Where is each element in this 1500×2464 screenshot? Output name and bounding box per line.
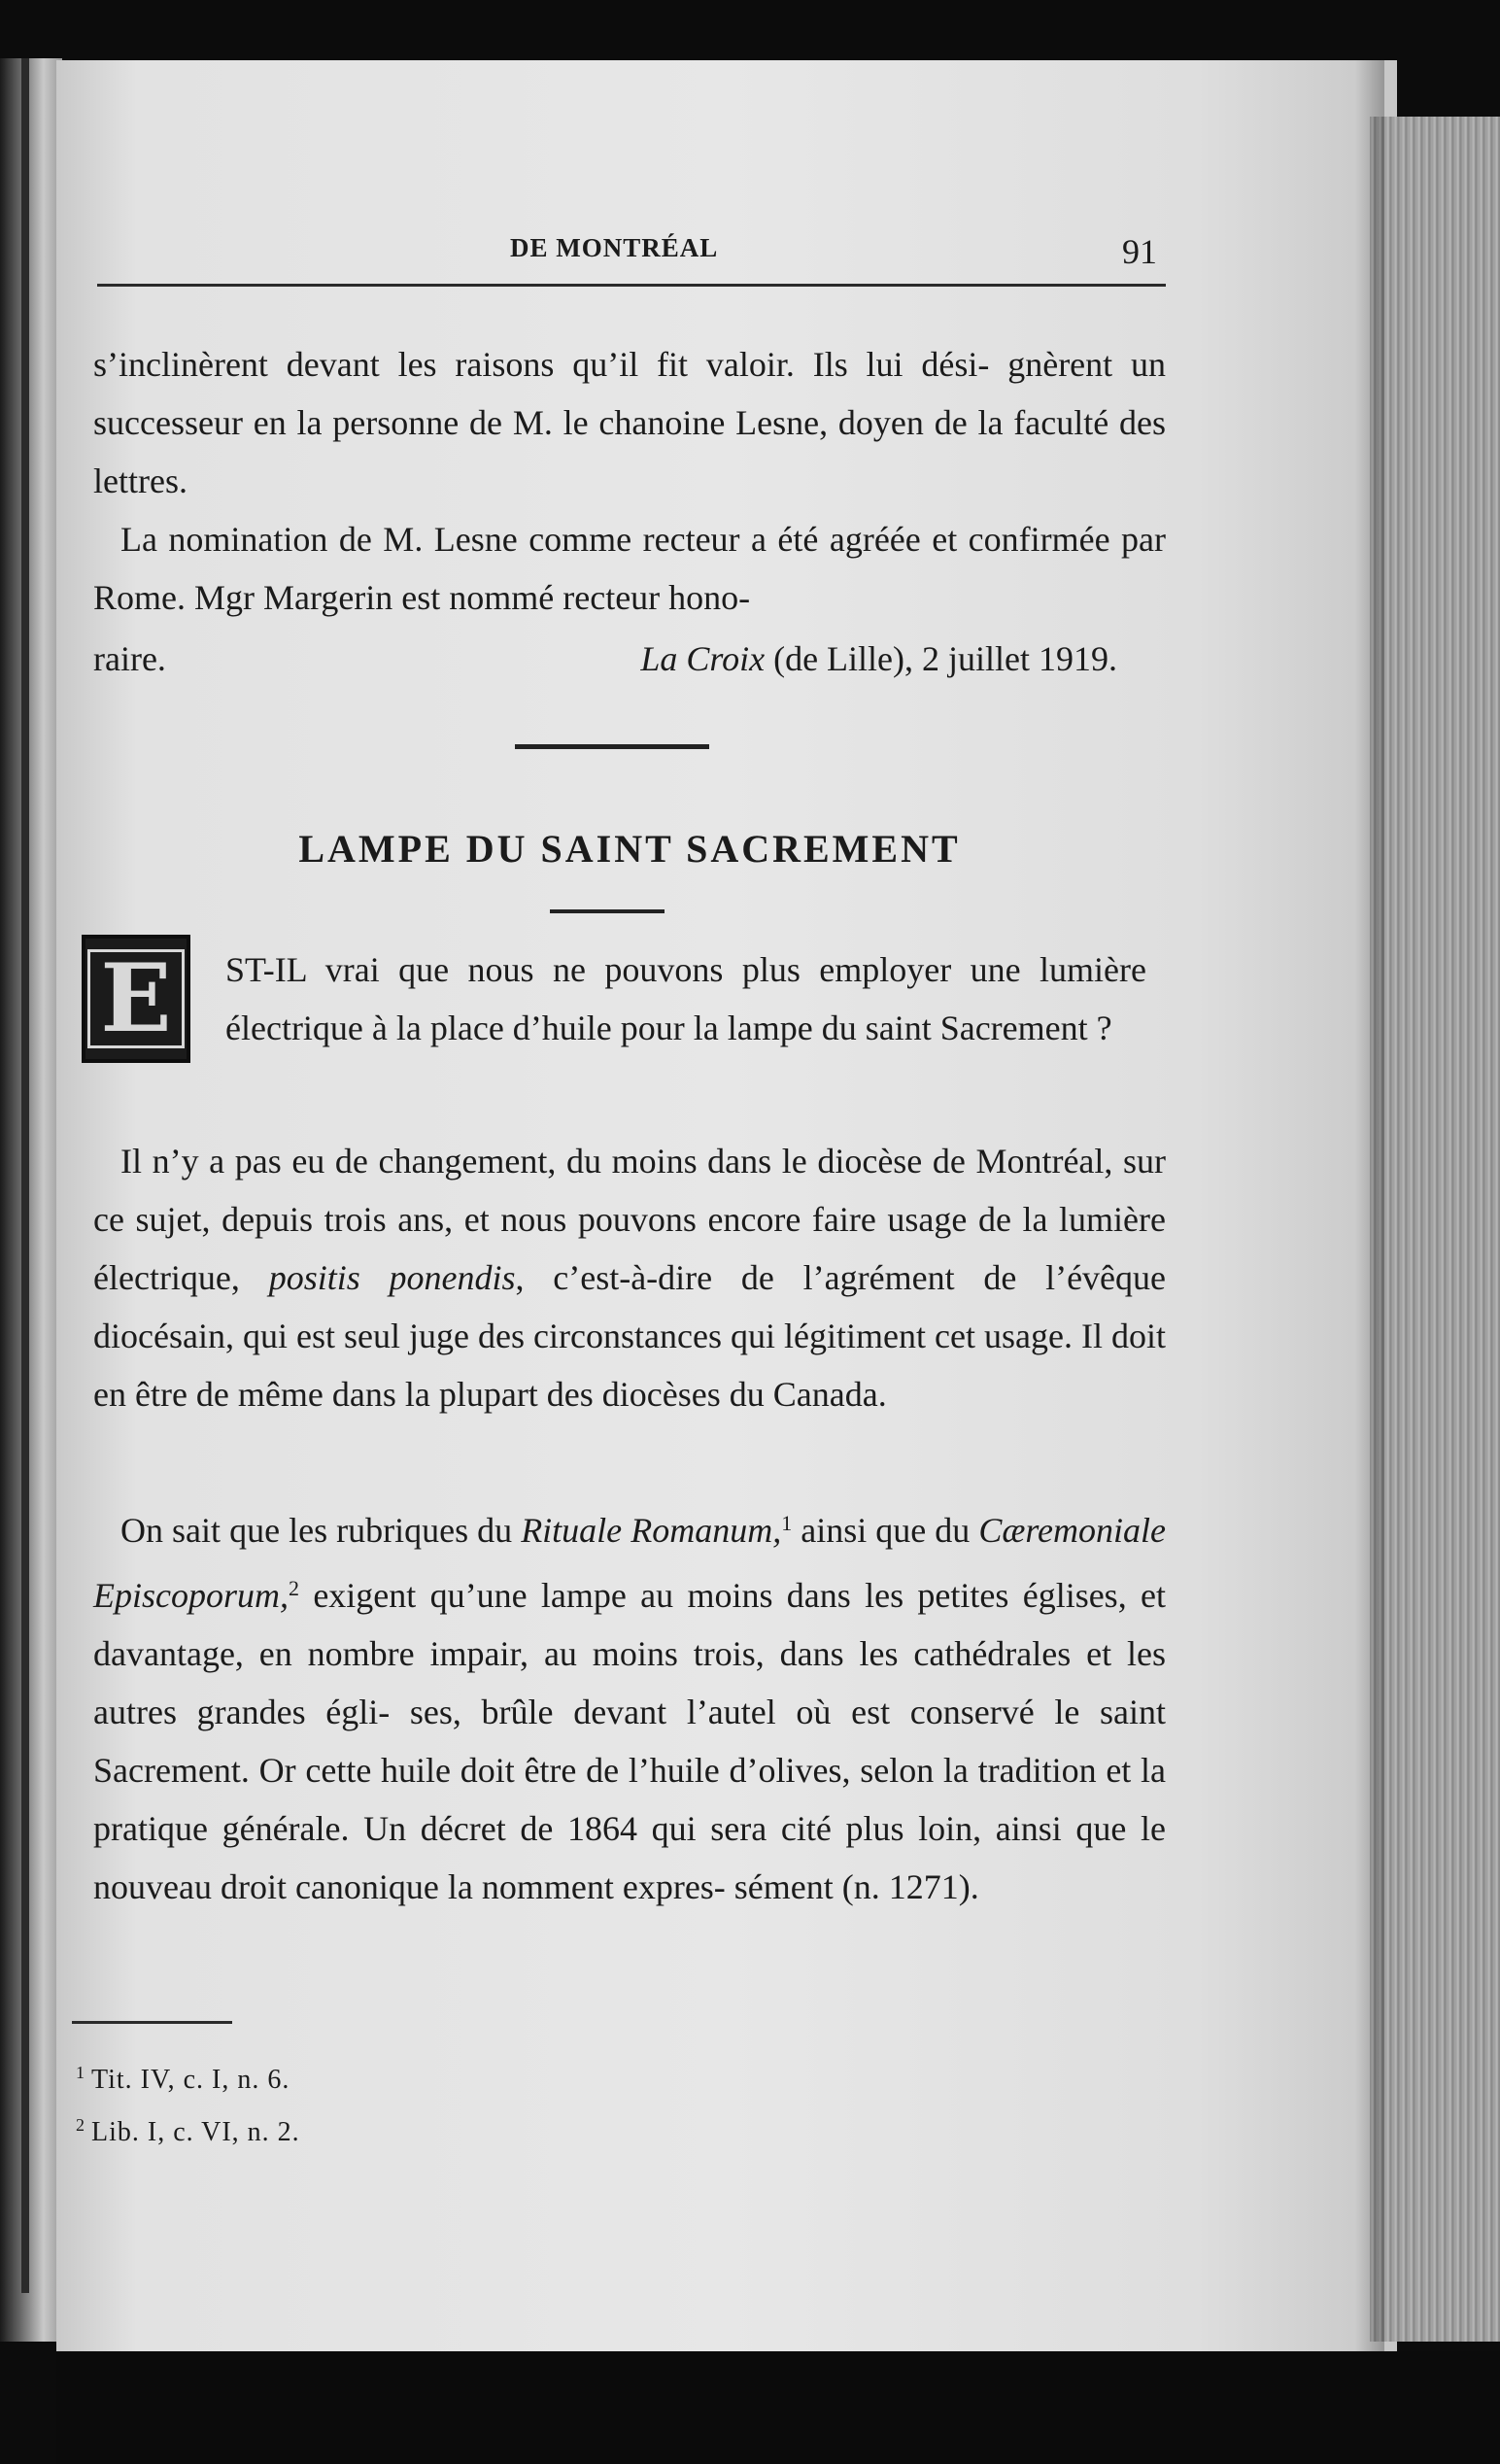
paragraph-2-tail: raire. — [93, 639, 166, 678]
paragraph-4-italic: positis ponendis — [268, 1258, 516, 1297]
paragraph-5-italic-1: Rituale Romanum, — [521, 1511, 782, 1550]
page-number: 91 — [1122, 232, 1157, 271]
citation-source: La Croix — [640, 639, 766, 678]
dropcap-letter: E — [87, 949, 184, 1048]
paragraph-5-b: ainsi que du — [792, 1511, 979, 1550]
paragraph-5 — [93, 1494, 1166, 1916]
footnote-1-text: Tit. IV, c. I, n. 6. — [91, 2065, 290, 2095]
paragraph-4 — [93, 1132, 1166, 1423]
section-title: LAMPE DU SAINT SACREMENT — [298, 827, 961, 871]
binding-gutter — [21, 58, 29, 2293]
header-rule — [97, 284, 1166, 287]
footnote-ref-1: 1 — [781, 1511, 793, 1535]
section-separator-top — [515, 744, 709, 749]
footnote-2 — [76, 2103, 300, 2155]
page-stack-fore-edge — [1370, 117, 1500, 2342]
opening-paragraph: ST-IL vrai que nous ne pouvons plus employer une lumière électrique à la place d’huile pour la lampe du saint Sacrement ? — [225, 950, 1146, 1047]
citation-line — [93, 630, 1166, 688]
paragraph-4-a: Il n’y a pas eu de changement, du moins dans le diocèse de Montréal, sur ce sujet, depuis trois ans, et nous pouvons encore faire usage de la lumière électrique, — [93, 1142, 1166, 1297]
paragraph-5-c: exigent qu’une lampe au moins dans les petites églises, et davantage, en nombre impair, au moins trois, dans les cathédrales et les autres grandes égli- ses, brûle devant l’autel où est conservé le saint Sacrement. Or cette huile doit être de l’huile d’olives, selon la tradition et la pratique générale. Un décret de 1864 qui sera cité plus loin, ainsi que le nouveau droit canonique la nomment expres- sément (n. 1271). — [93, 1576, 1166, 1906]
paragraph-4-b: , c’est-à-dire de l’agrément de l’évêque diocésain, qui est seul juge des circonstances qui légitiment cet usage. Il doit en être de même dans la plupart des diocèses du Canada. — [93, 1258, 1167, 1414]
page-edge-shadow — [1355, 60, 1384, 2351]
scan-background — [56, 2351, 1500, 2464]
paragraph-5-a: On sait que les rubriques du — [120, 1511, 522, 1550]
footnote-1 — [76, 2050, 300, 2103]
footnote-2-mark: 2 — [76, 2115, 85, 2135]
paragraph-2: La nomination de M. Lesne comme recteur a été agréée et confirmée par Rome. Mgr Margerin est nommé recteur hono- — [93, 520, 1166, 617]
footnote-1-mark: 1 — [76, 2063, 85, 2082]
running-head: DE MONTRÉAL — [510, 233, 719, 262]
citation-rest: (de Lille), 2 juillet 1919. — [765, 639, 1117, 678]
footnote-ref-2: 2 — [289, 1576, 299, 1600]
paragraph-5-italic-2: Cæremoniale Episcoporum, — [93, 1511, 1166, 1615]
facing-page-edge — [0, 58, 62, 2342]
footnotes — [76, 2050, 300, 2155]
citation — [640, 630, 1117, 688]
paragraph-1: s’inclinèrent devant les raisons qu’il fit valoir. Ils lui dési- gnèrent un successeur en la personne de M. le chanoine Lesne, doyen de la faculté des lettres. — [93, 345, 1166, 500]
section-separator-bottom — [550, 909, 665, 913]
footnote-2-text: Lib. I, c. VI, n. 2. — [91, 2117, 300, 2147]
footnote-rule — [72, 2021, 232, 2024]
ornamental-dropcap — [82, 935, 190, 1063]
